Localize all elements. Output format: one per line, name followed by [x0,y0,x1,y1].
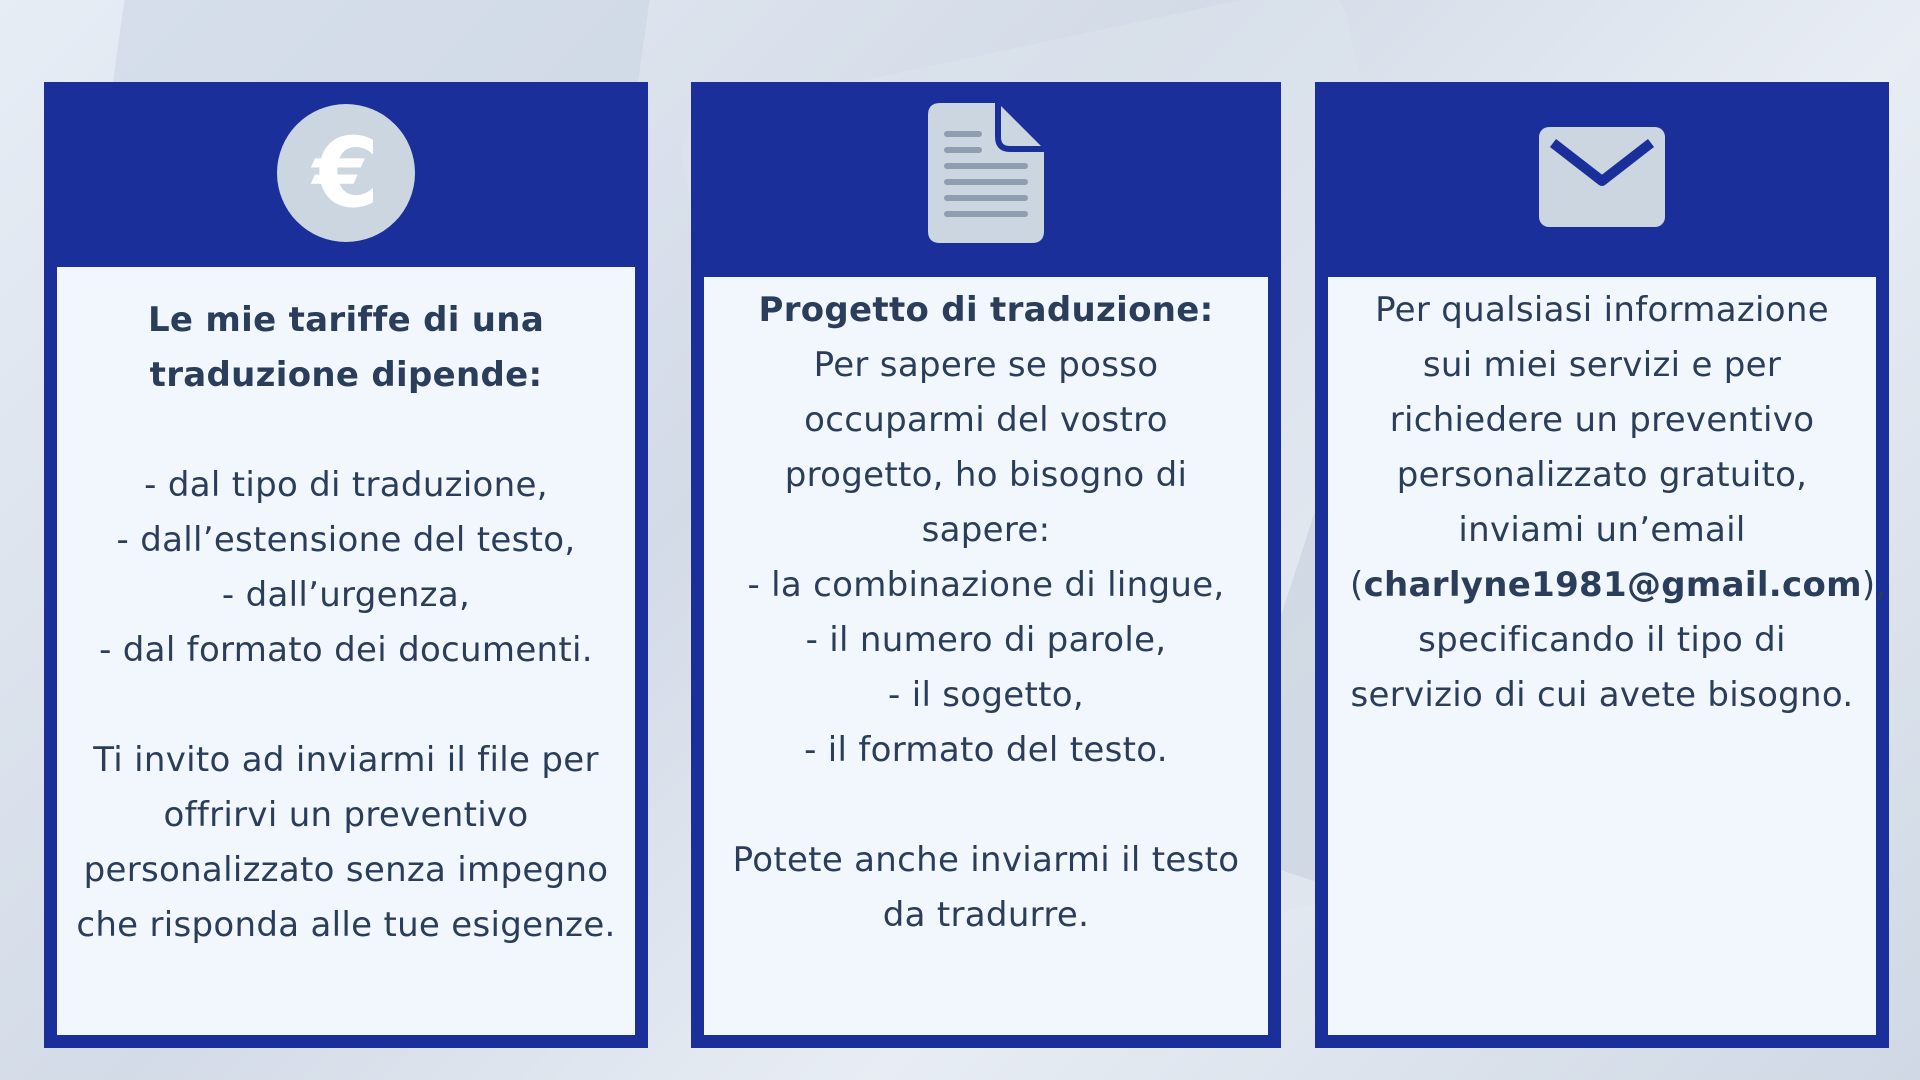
euro-icon: € [277,104,415,242]
rates-closing-text: Ti invito ad inviarmi il file per offrirvi un preventivo personalizzato senza impegno che risponda alle tue esigenze. [76,740,616,945]
contact-text-before: Per qualsiasi informazione sui miei servizi e per richiedere un preventivo personalizzato gratuito, inviami un’email ( [1350,290,1829,605]
document-icon [928,103,1044,243]
project-intro [718,283,1254,558]
project-card [691,82,1281,1048]
rates-card [44,82,648,1048]
list-item: - dall’urgenza, [221,575,471,615]
list-item: - il sogetto, [888,675,1084,715]
list-item: - la combinazione di lingue, [747,565,1225,605]
card-body [1328,277,1887,1035]
list-item: - dall’estensione del testo, [116,520,576,560]
list-item: - dal tipo di traduzione, [144,465,548,505]
card-header [44,82,648,252]
project-lead-bold: Progetto di traduzione: [758,290,1214,330]
list-item: - il numero di parole, [805,620,1167,660]
contact-card [1315,82,1889,1048]
contact-text-after: ), specificando il tipo di servizio di cui avete bisogno. [1350,565,1887,715]
project-lead-text: Per sapere se posso occuparmi del vostro progetto, ho bisogno di sapere: [784,345,1188,550]
email-link[interactable]: charlyne1981@gmail.com [1363,565,1862,605]
list-item: - dal formato dei documenti. [99,630,593,670]
project-closing-text: Potete anche inviarmi il testo da tradurre. [732,840,1240,935]
card-header [1315,82,1889,252]
mail-icon [1539,127,1665,227]
card-header [691,82,1281,252]
contact-text [1342,283,1887,723]
card-body [57,267,635,1035]
list-item: - il formato del testo. [804,730,1168,770]
card-body [704,277,1268,1035]
rates-heading: Le mie tariffe di una traduzione dipende: [147,300,545,395]
